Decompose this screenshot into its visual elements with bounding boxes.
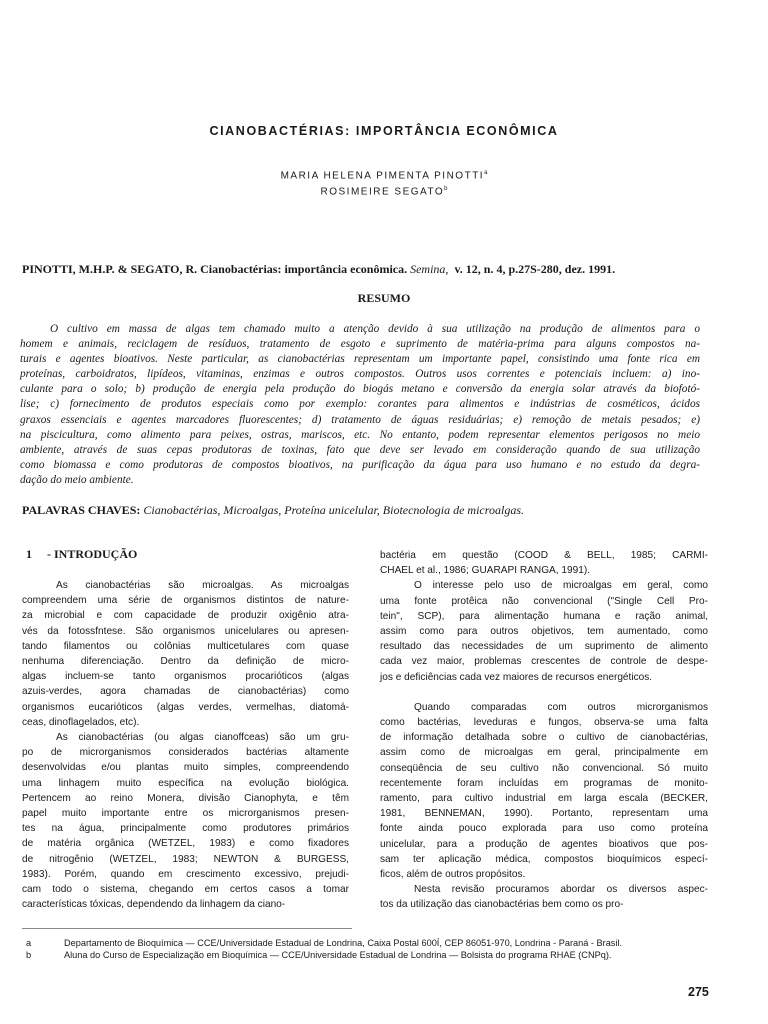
author-line-1 [0,170,768,181]
body-line: de nitrogênio (WETZEL, 1983; NEWTON & BURGESS, [22,853,349,865]
body-line: assim como de microalgas em geral, principalmente em [380,747,708,759]
body-line: po de microrganismos considerados bactérias altamente [22,747,349,759]
body-line: tein", SCP), para alimentação humana e ração animal, [380,610,708,622]
abstract-line: ambiente, através de suas cepas produtoras de toxinas, fato que deve ser levado em consideração quando de sua utilização [20,443,700,456]
paragraph-gap [380,685,708,700]
body-line: za microbial e com capacidade de produzir oxigênio atra- [22,610,349,622]
body-line: As cianobactérias são microalgas. As microalgas [56,580,349,591]
citation: PINOTTI, M.H.P. & SEGATO, R. Cianobactérias: importância econômica. Semina, v. 12, n. 4, p.27S-280, dez. 1991. [22,262,616,276]
body-line: de matéria orgânica (WETZEL, 1983) e como fixadores [22,838,349,850]
body-line: organismos eucarióticos (algas verdes, vermelhas, diatomá- [22,701,349,713]
body-line: conseqüência de seu cultivo não convencional. Só muito [380,762,708,774]
body-line: O interesse pelo uso de microalgas em geral, como [414,580,708,592]
body-line: vés da fotossfntese. São organismos unicelulares ou apresen- [22,625,349,637]
body-line: 1981, BENNEMAN, 1990). Portanto, representam uma [380,808,708,820]
keywords-label: PALAVRAS CHAVES: [22,503,141,517]
footnote-text: Departamento de Bioquímica — CCE/Universidade Estadual de Londrina, Caixa Postal 600Í, CEP 86051-970, Londrina - Paraná - Brasil. [64,938,623,948]
body-line: tes na água, principalmente como produtores primários [22,823,349,835]
body-line: sam ter aplicação médica, compostos bioquímicos especí- [380,853,708,865]
author-name-2: ROSIMEIRE SEGATO [320,186,445,198]
footnote-text: Aluna do Curso de Especialização em Bioquímica — CCE/Universidade Estadual de Londrina — Bolsista do programa RHAE (CNPq). [64,950,612,960]
body-line: assim como para outros objetivos, tem aumentado, como [380,626,708,638]
body-line: cada vez maior, problemas crescentes de controle de despe- [380,656,708,668]
footnote-divider [22,928,352,929]
body-line: fonte ainda pouco explorada para uso como proteína [380,823,708,835]
body-line: recentemente foram incluídas em programas de monito- [380,777,708,789]
body-line: jos e deficiências cada vez maiores de recursos energéticos. [380,671,653,683]
abstract-heading: RESUMO [357,291,411,305]
body-line: tos da utilização das cianobactérias bem como os pro- [380,899,624,911]
footnote-a [26,938,726,950]
body-line: As cianobactérias (ou algas cianoffceas) são um gru- [56,732,349,744]
body-line: bactéria em questão (COOD & BELL, 1985; CARMI- [380,550,708,561]
abstract-line: O cultivo em massa de algas tem chamado muito a atenção devido à sua utilização na produção de alimentos para o [50,323,700,335]
abstract-line: lise; c) fornecimento de produtos especiais como por exemplo: corantes para alimentos e indústrias de cosméticos, ácidos [20,398,700,411]
footnote-b [26,950,726,962]
author-name-1: MARIA HELENA PIMENTA PINOTTI [280,170,485,182]
body-line: azuis-verdes, agora chamadas de cianobactérias) como [22,686,349,698]
footnote-mark: b [26,950,32,960]
author-mark-1: a [484,170,488,176]
body-line: uma linhagem muito específica na evolução biológica. [22,777,349,789]
body-line: Pertencem ao reino Monera, divisão Cianophyta, e têm [22,792,349,804]
body-line: compreendem uma série de organismos distintos de nature- [22,595,349,607]
citation-authors: PINOTTI, M.H.P. & SEGATO, R. [22,262,198,276]
section-title: - INTRODUÇÃO [47,547,138,561]
left-column [22,578,349,912]
body-line: Quando comparadas com outros microrganismos [414,701,708,713]
abstract-line: turais e agentes bioativos. Neste particular, as cianobactérias representam um importante papel, consistindo uma fonte rica em [20,353,700,366]
keywords-text: Cianobactérias, Microalgas, Proteína unicelular, Biotecnologia de microalgas. [143,503,524,517]
body-line: algas incluem-se tanto organismos procarióticos (algas [22,671,349,683]
page-number: 275 [688,985,709,999]
body-line: tando filamentos ou colônias multicetulares com quase [22,640,349,652]
body-line: resultado das necessidades de um suprimento de alimento [380,641,708,653]
body-line: nenhuma diferenciação. Dentro da definição de micro- [22,656,349,668]
abstract-line: culante para o solo; b) produção de energia pela produção do biogás metano e conversão da energia solar através da biofotó- [20,383,700,396]
footnote-mark: a [26,938,32,948]
body-line: cam todo o sistema, chegando em certos casos a tomar [22,884,349,896]
citation-details: v. 12, n. 4, p.27S-280, dez. 1991. [454,262,616,276]
body-line: ramento, para cultivo industrial em larga escala (BECKER, [380,793,708,805]
citation-article-title: Cianobactérias: importância econômica [200,262,405,276]
abstract-line: na piscicultura, como alimento para peixes, ostras, mariscos, etc. No entanto, podem representar elementos perigosos no meio [20,428,700,441]
abstract-line: dação do meio ambiente. [20,473,134,486]
abstract-body [20,322,700,488]
abstract-line: como biomassa e como produtoras de compostos bioativos, na purificação da água para uso humano e no estudo da degra- [20,458,700,471]
abstract-line: homem e animais, reciclagem de resíduos, tratamento de esgoto e suprimento de matéria-prima para alguns compostos na- [20,338,700,351]
body-line: 1983). Porém, quando em crescimento excessivo, prejudi- [22,868,349,880]
right-column [380,548,708,913]
body-line: unicelular, para a produção de agentes bioativos que pos- [380,838,708,850]
body-line: Nesta revisão procuramos abordar os diversos aspec- [414,884,708,896]
body-line: papel muito importante entre os microrganismos presen- [22,808,349,820]
author-line-2 [0,186,768,197]
keywords [22,503,742,518]
article-title: CIANOBACTÉRIAS: IMPORTÂNCIA ECONÔMICA [209,124,559,138]
body-line: CHAEL et al., 1986; GUARAPI RANGA, 1991). [380,565,591,577]
citation-journal: Semina, [410,262,449,276]
author-mark-2: b [444,186,448,192]
body-line: uma fonte protêica não convencional ("Single Cell Pro- [380,595,708,607]
body-line: ficos, além de outros propósitos. [380,869,526,881]
section-number: 1 [26,547,32,561]
section-heading [26,547,137,562]
body-line: como bactérias, leveduras e fungos, observa-se uma falta [380,717,708,729]
body-line: desenvolvidas e/ou plantas muito simples, compreendendo [22,762,349,774]
body-line: ceas, dinoflagelados, etc). [22,716,140,728]
body-line: características tóxicas, dependendo da linhagem da ciano- [22,899,286,911]
abstract-line: graxos essenciais e agentes marcadores fluorescentes; d) tratamento de águas residuárias; e) remoção de metais pesados; e) [20,413,700,426]
abstract-line: proteínas, carboidratos, lipídeos, vitaminas, enzimas e outros compostos. Outros usos correntes e potenciais incluem: a) ino- [20,368,700,381]
body-line: de informação detalhada sobre o cultivo de cianobactérias, [380,732,708,744]
